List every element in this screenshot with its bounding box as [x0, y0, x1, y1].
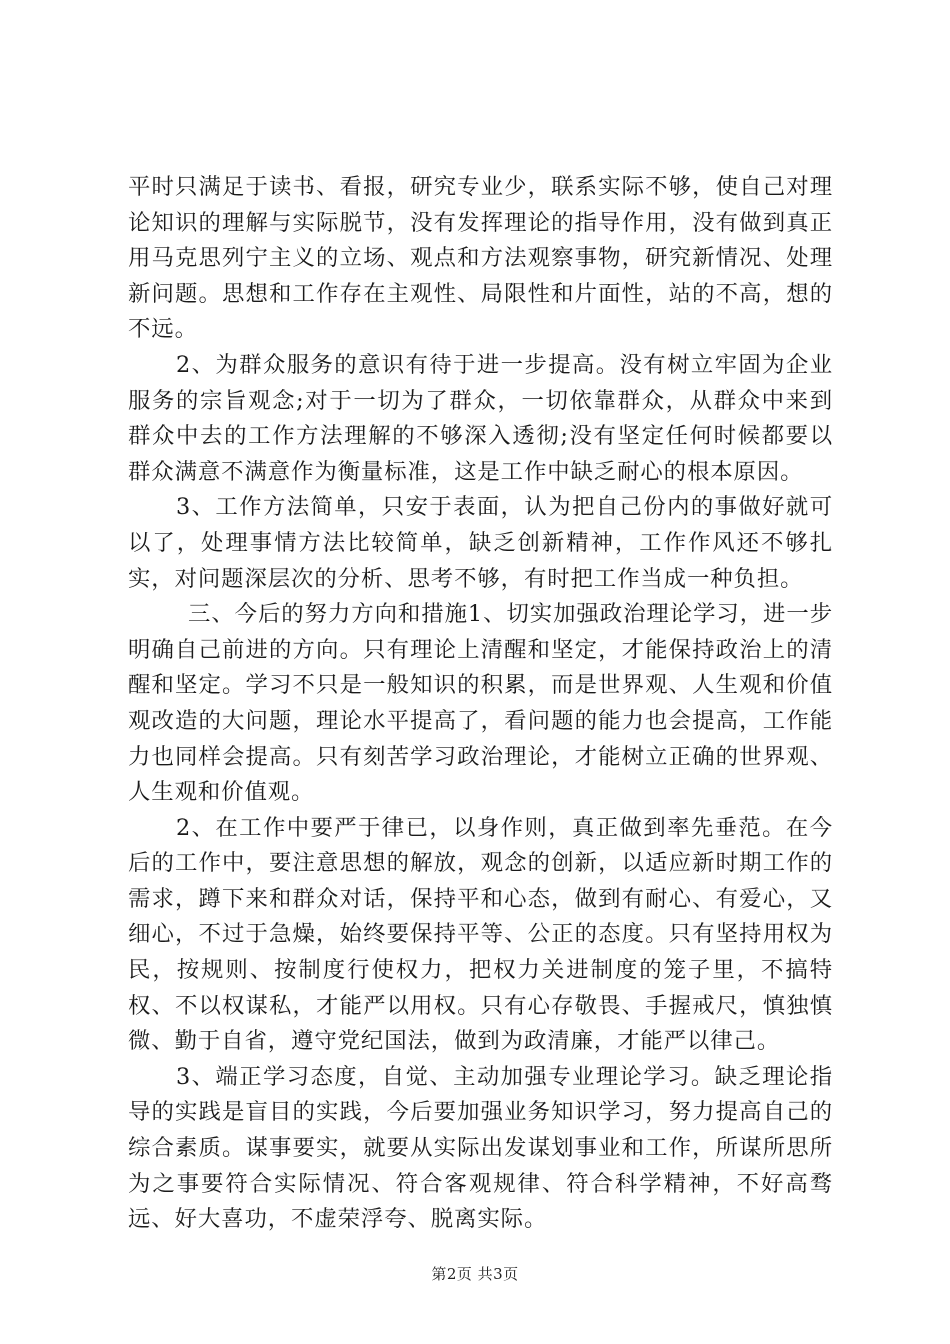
paragraph-study-attitude: 3、端正学习态度，自觉、主动加强专业理论学习。缺乏理论指导的实践是盲目的实践，今后要加强业务知识学习，努力提高自己的综合素质。谋事要实，就要从实际出发谋划事业和工作，所谋所思所为之事要符合实际情况、符合客观规律、符合科学精神，不好高骛远、好大喜功，不虚荣浮夸、脱离实际。 — [128, 1063, 833, 1233]
paragraph-future-direction: 三、今后的努力方向和措施1、切实加强政治理论学习，进一步明确自己前进的方向。只有理论上清醒和坚定，才能保持政治上的清醒和坚定。学习不只是一般知识的积累，而是世界观、人生观和价值观改造的大问题，理论水平提高了，看问题的能力也会提高，工作能力也同样会提高。只有刻苦学习政治理论，才能树立正确的世界观、人生观和价值观。 — [128, 601, 833, 806]
paragraph-self-discipline: 2、在工作中要严于律已，以身作则，真正做到率先垂范。在今后的工作中，要注意思想的解放，观念的创新，以适应新时期工作的需求，蹲下来和群众对话，保持平和心态，做到有耐心、有爱心，又细心，不过于急燥，始终要保持平等、公正的态度。只有坚持用权为民，按规则、按制度行使权力，把权力关进制度的笼子里，不搞特权、不以权谋私，才能严以用权。只有心存敬畏、手握戒尺，慎独慎微、勤于自省，遵守党纪国法，做到为政清廉，才能严以律己。 — [128, 814, 833, 1055]
paragraph-service-awareness: 2、为群众服务的意识有待于进一步提高。没有树立牢固为企业服务的宗旨观念;对于一切为了群众，一切依靠群众，从群众中来到群众中去的工作方法理解的不够深入透彻;没有坚定任何时候都要以群众满意不满意作为衡量标准，这是工作中缺乏耐心的根本原因。 — [128, 351, 833, 485]
document-body — [128, 170, 833, 1238]
paragraph-work-method: 3、工作方法简单，只安于表面，认为把自己份内的事做好就可以了，处理事情方法比较简单，缺乏创新精神，工作作风还不够扎实，对问题深层次的分析、思考不够，有时把工作当成一种负担。 — [128, 494, 833, 592]
page-number-footer: 第2页 共3页 — [431, 1265, 519, 1283]
paragraph-continuation: 平时只满足于读书、看报，研究专业少，联系实际不够，使自己对理论知识的理解与实际脱节，没有发挥理论的指导作用，没有做到真正用马克思列宁主义的立场、观点和方法观察事物，研究新情况、处理新问题。思想和工作存在主观性、局限性和片面性，站的不高，想的不远。 — [128, 174, 833, 343]
